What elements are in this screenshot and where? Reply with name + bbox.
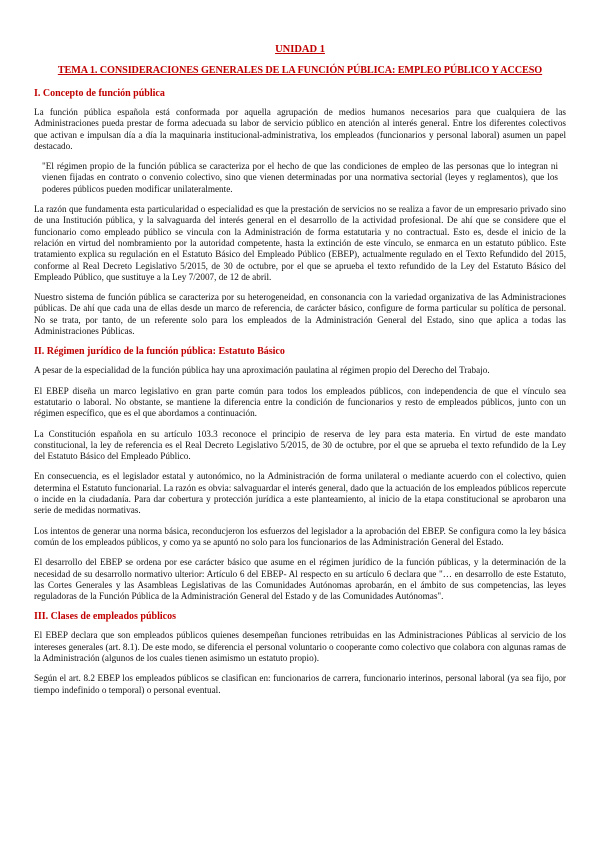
paragraph: En consecuencia, es el legislador estatal y autonómico, no la Administración de forma unilateral o mediante acuerdo con el colectivo, quien determina el Estatuto funcionarial. La razón es obvia: salvaguardar el interés general, dado que la actuación de los empleados públicos repercute o incide en la ciudadanía. Para dar cobertura y protección jurídica a este planteamiento, al inicio de la etapa constitucional se aprobaron una serie de medidas normativas.	[34, 471, 566, 516]
topic-title: TEMA 1. CONSIDERACIONES GENERALES DE LA FUNCIÓN PÚBLICA: EMPLEO PÚBLICO Y ACCESO	[57, 65, 543, 76]
paragraph: El EBEP declara que son empleados públicos quienes desempeñan funciones retribuidas en las Administraciones Públicas al servicio de los intereses generales (art. 8.1). De este modo, se diferencia el personal voluntario o cooperante como colectivo que colabora con algunas ramas de la Administración (algunos de los cuales tienen asimismo un estatuto propio).	[34, 630, 566, 663]
paragraph: Los intentos de generar una norma básica, reconducjeron los esfuerzos del legislador a la aprobación del EBEP. Se configura como la ley básica común de los empleados públicos, y como ya se apuntó no solo para los funcionarios de las Administración General del Estado.	[34, 525, 566, 547]
unit-title: UNIDAD 1	[275, 44, 325, 55]
quote-paragraph: "El régimen propio de la función pública se caracteriza por el hecho de que las condiciones de empleo de las personas que lo integran ni vienen fijadas en contrato o convenio colectivo, sino que vienen determinadas por una normativa sectorial (leyes y reglamentos), que los poderes públicos pueden modificar unilateralmente.	[42, 161, 558, 194]
paragraph: La Constitución española en su artículo 103.3 reconoce el principio de reserva de ley para esta materia. En virtud de este mandato constitucional, la ley de referencia es el Real Decreto Legislativo 5/2015, de 30 de octubre, por el que se aprueba el texto refundido de la Ley del Estatuto Básico del Empleado Público.	[34, 428, 566, 462]
paragraph: El desarrollo del EBEP se ordena por ese carácter básico que asume en el régimen jurídico de la función públicas, y la determinación de la necesidad de su desarrollo normativo ulterior: Artículo 6 del EBEP- Al respecto en su artículo 6 declara que "… en desarrollo de este Estatuto, las Cortes Generales y las Asambleas Legislativas de las Comunidades Autónomas aprobarán, en el ámbito de sus competencias, las leyes reguladoras de la Función Pública de la Administración General del Estado y de las Comunidades Autónomas".	[34, 557, 566, 602]
paragraph: Según el art. 8.2 EBEP los empleados públicos se clasifican en: funcionarios de carrera, funcionario interinos, personal laboral (ya sea fijo, por tiempo indefinido o temporal) o personal eventual.	[34, 673, 566, 695]
section-heading-regimen-juridico: II. Régimen jurídico de la función pública: Estatuto Básico	[34, 346, 285, 358]
section-heading-concepto: I. Concepto de función pública	[34, 88, 165, 99]
paragraph: La función pública española está conformada por aquella agrupación de medios humanos necesarios para que cualquiera de las Administraciones pueda prestar de forma adecuada su labor de servicio público en atención al interés general. Entre los diferentes colectivos que activan e impulsan día a día la maquinaria institucional-administrativa, los empleados (funcionarios y personal laboral) asumen un papel destacado.	[34, 107, 566, 151]
paragraph: A pesar de la especialidad de la función pública hay una aproximación paulatina al régimen propio del Derecho del Trabajo.	[34, 365, 490, 376]
paragraph: La razón que fundamenta esta particularidad o especialidad es que la prestación de servicios no se realiza a favor de un empresario privado sino de una Institución pública, y la salvaguarda del interés general en el desarrollo de la actividad profesional. De ahí que se considere que el funcionario como empleado público se vincula con la Administración de forma estatutaria y no contractual. Esto es, desde el inicio de la relación en virtud del nombramiento por la autoridad competente, hasta la extinción de este vínculo, se enmarca en un estatuto público. Este tratamiento explica su regulación en el Estatuto Básico del Empleado Público (EBEP), actualmente regulado en el Texto Refundido del 2015, conforme al Real Decreto Legislativo 5/2015, de 30 de octubre, por el que se aprueba el texto refundido de la Ley del Estatuto Básico del Empleado Público, que sustituye a la Ley 7/2007, de 12 de abril.	[34, 204, 566, 282]
paragraph: Nuestro sistema de función pública se caracteriza por su heterogeneidad, en consonancia con la variedad organizativa de las Administraciones públicas. De ahí que cada una de ellas desde un marco de referencia, de carácter básico, configure de forma particular su política de personal. No se trata, por tanto, de un referente solo para los empleados de la Administración General del Estado, sino que aplica a todas las Administraciones Públicas.	[34, 292, 566, 337]
section-heading-clases-empleados: III. Clases de empleados públicos	[34, 611, 176, 623]
paragraph: El EBEP diseña un marco legislativo en gran parte común para todos los empleados públicos, con independencia de que el vínculo sea estatutario o laboral. No obstante, se mantiene la diferencia entre la condición de funcionarios y resto de empleados públicos, junto con un régimen específico, que es el que abordamos a continuación.	[34, 385, 566, 419]
